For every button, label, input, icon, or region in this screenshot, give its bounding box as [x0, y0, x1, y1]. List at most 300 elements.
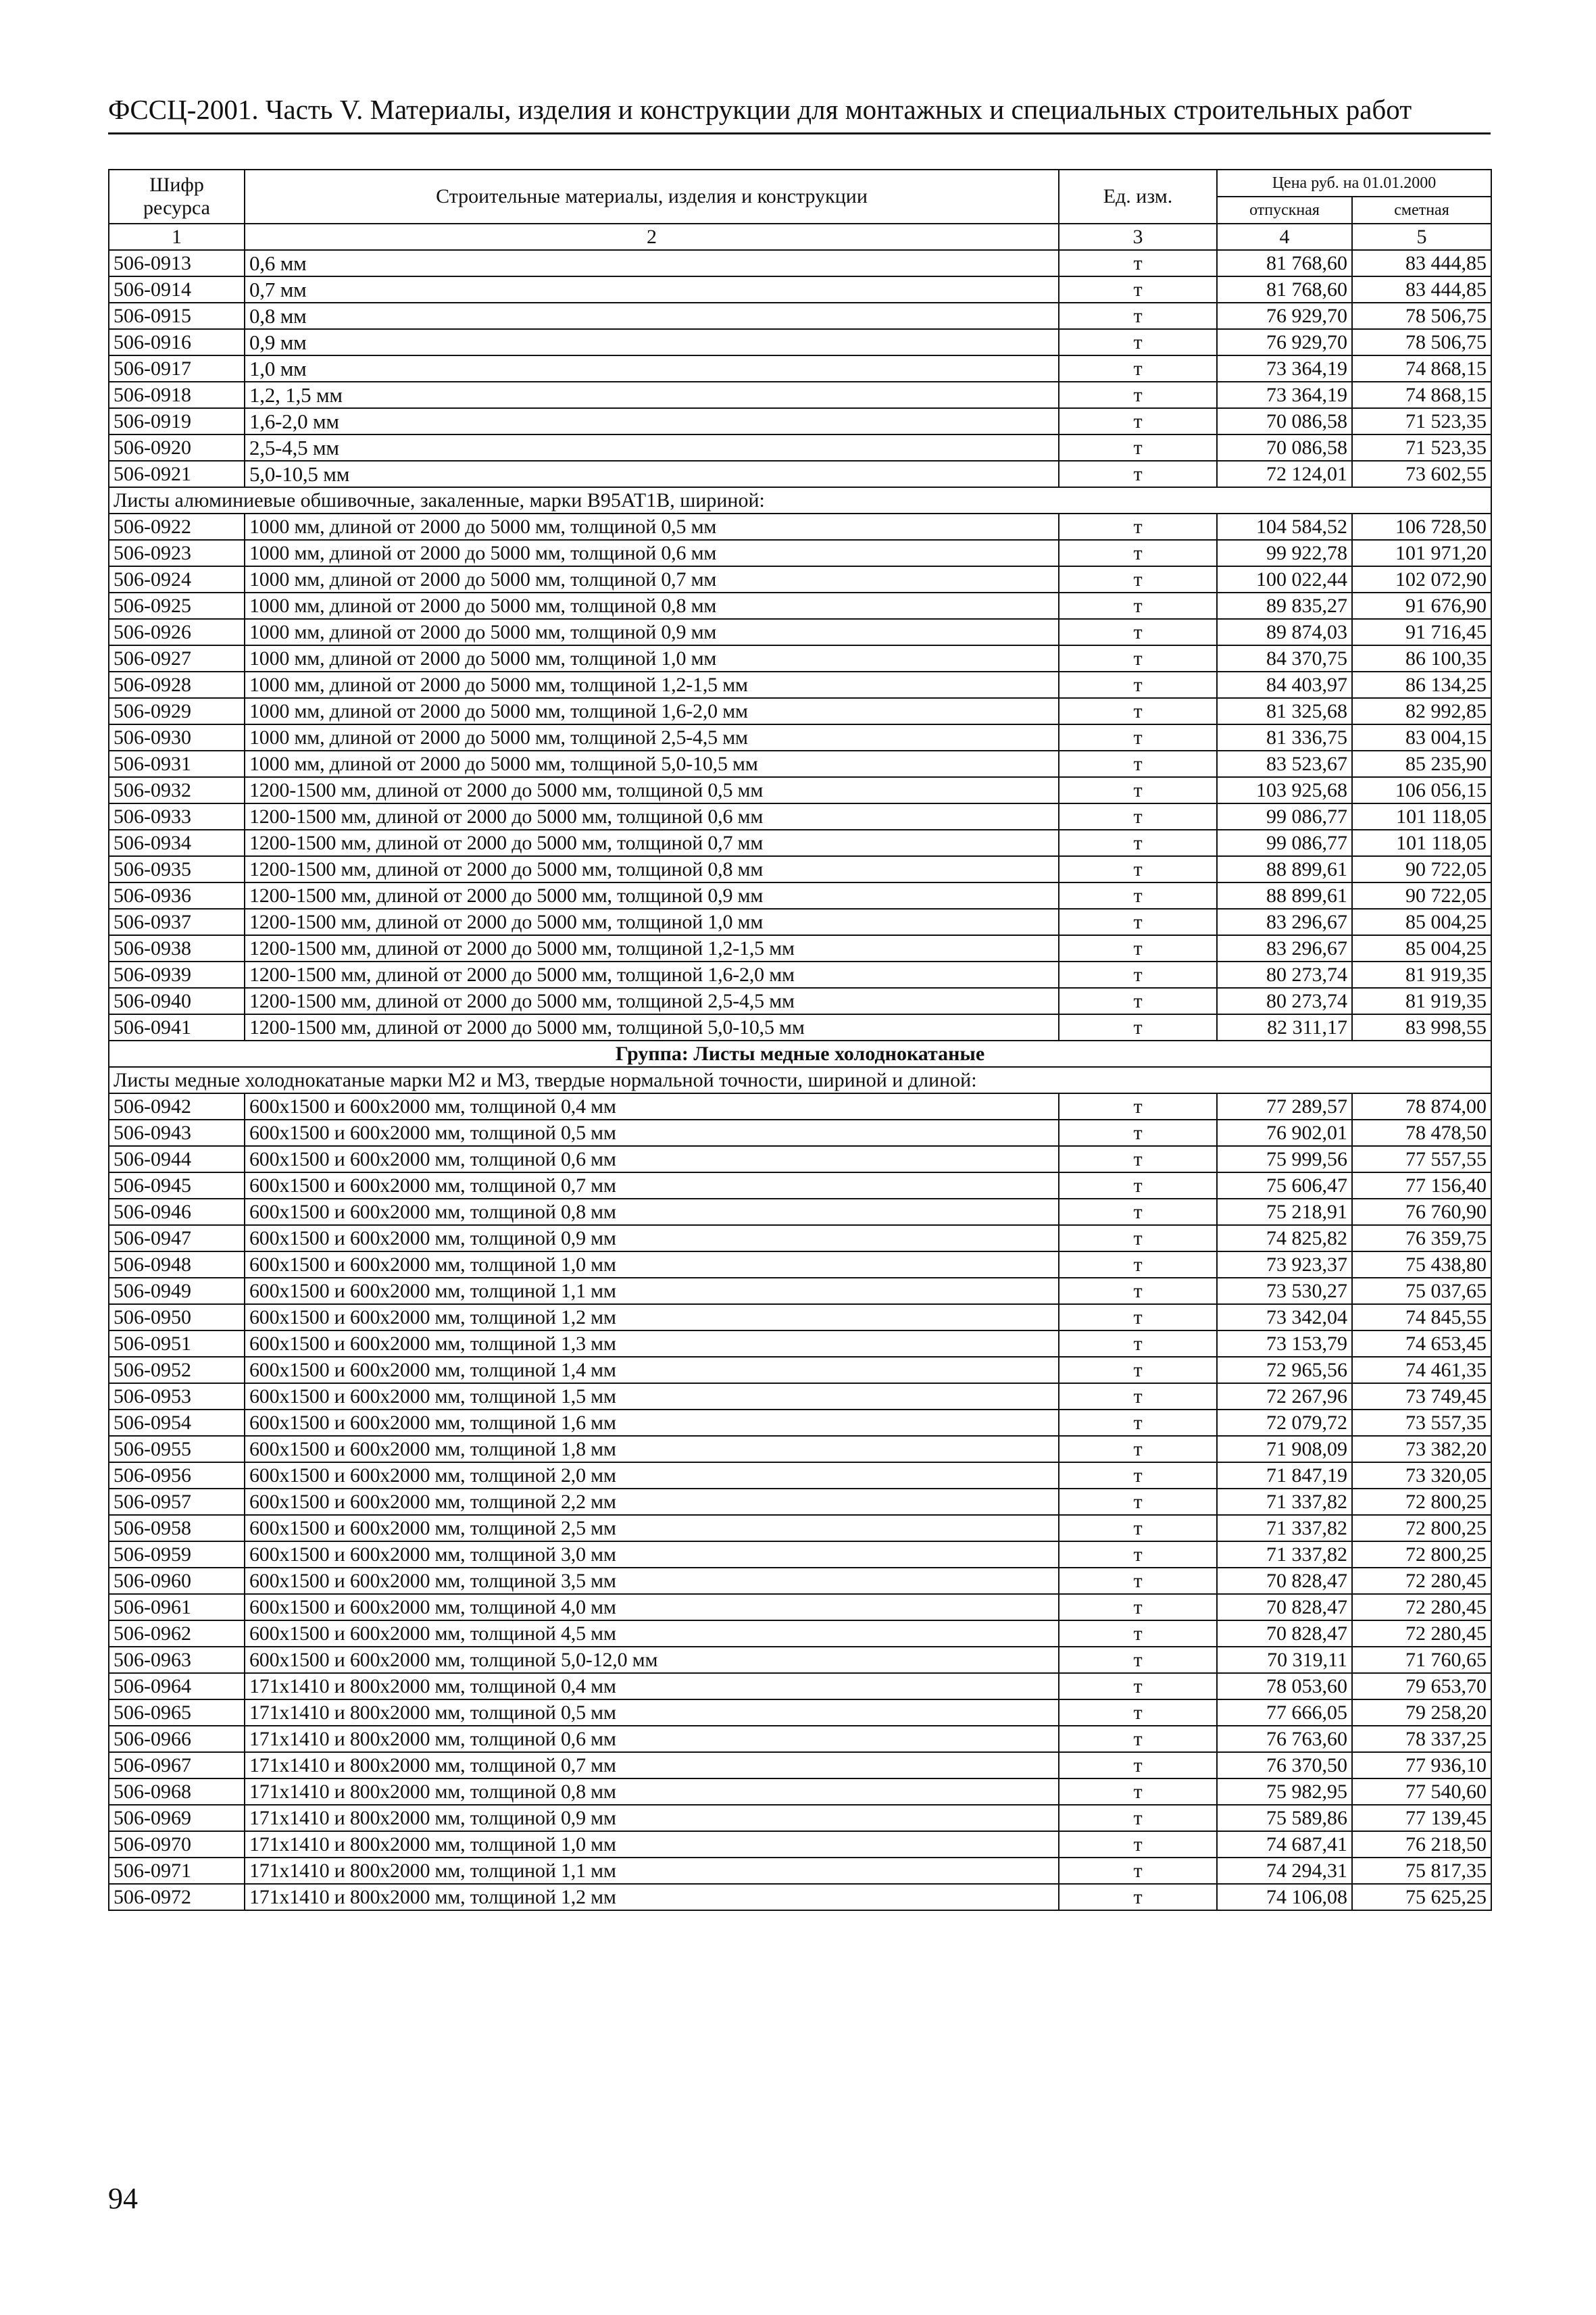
release-price-cell: 73 364,19: [1217, 382, 1352, 408]
resource-code-cell: 506-0944: [109, 1146, 245, 1172]
table-row: [109, 250, 1491, 276]
material-name-cell: 1200-1500 мм, длиной от 2000 до 5000 мм, толщиной 0,6 мм: [245, 803, 1059, 830]
material-name-cell: 600x1500 и 600x2000 мм, толщиной 0,4 мм: [245, 1093, 1059, 1120]
unit-cell: т: [1059, 1541, 1217, 1568]
release-price-cell: 71 337,82: [1217, 1515, 1352, 1541]
release-price-cell: 89 874,03: [1217, 619, 1352, 645]
release-price-cell: 71 847,19: [1217, 1462, 1352, 1489]
release-price-cell: 83 296,67: [1217, 909, 1352, 935]
estimate-price-cell: 79 258,20: [1352, 1699, 1491, 1726]
unit-cell: т: [1059, 1436, 1217, 1462]
material-name-cell: 600x1500 и 600x2000 мм, толщиной 1,2 мм: [245, 1304, 1059, 1330]
estimate-price-cell: 82 992,85: [1352, 698, 1491, 724]
material-name-cell: 600x1500 и 600x2000 мм, толщиной 1,6 мм: [245, 1410, 1059, 1436]
column-header-price: Цена руб. на 01.01.2000: [1217, 170, 1491, 197]
resource-code-cell: 506-0920: [109, 434, 245, 461]
release-price-cell: 75 218,91: [1217, 1199, 1352, 1225]
release-price-cell: 84 370,75: [1217, 645, 1352, 672]
table-row: [109, 698, 1491, 724]
material-name-cell: 1,0 мм: [245, 355, 1059, 382]
resource-code-cell: 506-0916: [109, 329, 245, 355]
table-row: [109, 1146, 1491, 1172]
unit-cell: т: [1059, 1251, 1217, 1278]
estimate-price-cell: 85 004,25: [1352, 935, 1491, 962]
estimate-price-cell: 78 506,75: [1352, 329, 1491, 355]
estimate-price-cell: 78 506,75: [1352, 303, 1491, 329]
resource-code-cell: 506-0962: [109, 1620, 245, 1647]
material-name-cell: 1200-1500 мм, длиной от 2000 до 5000 мм, толщиной 5,0-10,5 мм: [245, 1014, 1059, 1041]
section-heading: Листы алюминиевые обшивочные, закаленные, марки В95АТ1В, шириной:: [109, 487, 1491, 514]
material-name-cell: 171x1410 и 800x2000 мм, толщиной 0,6 мм: [245, 1726, 1059, 1752]
resource-code-cell: 506-0922: [109, 514, 245, 540]
release-price-cell: 74 825,82: [1217, 1225, 1352, 1251]
estimate-price-cell: 86 100,35: [1352, 645, 1491, 672]
release-price-cell: 76 370,50: [1217, 1752, 1352, 1778]
column-number: 5: [1352, 224, 1491, 250]
resource-code-cell: 506-0950: [109, 1304, 245, 1330]
unit-cell: т: [1059, 250, 1217, 276]
unit-cell: т: [1059, 514, 1217, 540]
estimate-price-cell: 90 722,05: [1352, 856, 1491, 882]
material-name-cell: 1000 мм, длиной от 2000 до 5000 мм, толщиной 0,8 мм: [245, 593, 1059, 619]
unit-cell: т: [1059, 1278, 1217, 1304]
release-price-cell: 80 273,74: [1217, 988, 1352, 1014]
release-price-cell: 73 923,37: [1217, 1251, 1352, 1278]
estimate-price-cell: 101 118,05: [1352, 803, 1491, 830]
unit-cell: т: [1059, 1594, 1217, 1620]
material-name-cell: 171x1410 и 800x2000 мм, толщиной 0,8 мм: [245, 1778, 1059, 1805]
estimate-price-cell: 76 218,50: [1352, 1831, 1491, 1858]
material-name-cell: 600x1500 и 600x2000 мм, толщиной 1,1 мм: [245, 1278, 1059, 1304]
resource-code-cell: 506-0953: [109, 1383, 245, 1410]
table-row: [109, 1858, 1491, 1884]
estimate-price-cell: 83 998,55: [1352, 1014, 1491, 1041]
release-price-cell: 73 153,79: [1217, 1330, 1352, 1357]
table-row: [109, 1805, 1491, 1831]
release-price-cell: 84 403,97: [1217, 672, 1352, 698]
table-row: [109, 1251, 1491, 1278]
table-row: [109, 329, 1491, 355]
table-row: [109, 1568, 1491, 1594]
resource-code-cell: 506-0930: [109, 724, 245, 751]
estimate-price-cell: 73 557,35: [1352, 1410, 1491, 1436]
table-row: [109, 1357, 1491, 1383]
resource-code-cell: 506-0954: [109, 1410, 245, 1436]
resource-code-cell: 506-0915: [109, 303, 245, 329]
estimate-price-cell: 75 438,80: [1352, 1251, 1491, 1278]
release-price-cell: 103 925,68: [1217, 777, 1352, 803]
resource-code-cell: 506-0927: [109, 645, 245, 672]
material-name-cell: 1200-1500 мм, длиной от 2000 до 5000 мм, толщиной 0,9 мм: [245, 882, 1059, 909]
resource-code-cell: 506-0941: [109, 1014, 245, 1041]
unit-cell: т: [1059, 382, 1217, 408]
column-header-unit: Ед. изм.: [1059, 170, 1217, 224]
table-row: [109, 830, 1491, 856]
resource-code-cell: 506-0972: [109, 1884, 245, 1910]
resource-code-cell: 506-0956: [109, 1462, 245, 1489]
estimate-price-cell: 78 874,00: [1352, 1093, 1491, 1120]
table-row: [109, 1541, 1491, 1568]
unit-cell: т: [1059, 619, 1217, 645]
release-price-cell: 73 364,19: [1217, 355, 1352, 382]
unit-cell: т: [1059, 1884, 1217, 1910]
release-price-cell: 74 106,08: [1217, 1884, 1352, 1910]
resource-code-cell: 506-0943: [109, 1120, 245, 1146]
table-row: [109, 1647, 1491, 1673]
release-price-cell: 81 325,68: [1217, 698, 1352, 724]
material-name-cell: 600x1500 и 600x2000 мм, толщиной 0,6 мм: [245, 1146, 1059, 1172]
material-name-cell: 1200-1500 мм, длиной от 2000 до 5000 мм, толщиной 0,7 мм: [245, 830, 1059, 856]
unit-cell: т: [1059, 1093, 1217, 1120]
resource-code-cell: 506-0928: [109, 672, 245, 698]
header-divider: [108, 132, 1491, 134]
material-name-cell: 1,6-2,0 мм: [245, 408, 1059, 434]
table-row: [109, 1462, 1491, 1489]
table-row: [109, 962, 1491, 988]
table-row: [109, 1278, 1491, 1304]
unit-cell: т: [1059, 1568, 1217, 1594]
unit-cell: т: [1059, 593, 1217, 619]
material-name-cell: 1200-1500 мм, длиной от 2000 до 5000 мм, толщиной 2,5-4,5 мм: [245, 988, 1059, 1014]
resource-code-cell: 506-0937: [109, 909, 245, 935]
unit-cell: т: [1059, 1726, 1217, 1752]
release-price-cell: 99 086,77: [1217, 803, 1352, 830]
table-row: [109, 276, 1491, 303]
material-name-cell: 600x1500 и 600x2000 мм, толщиной 0,5 мм: [245, 1120, 1059, 1146]
estimate-price-cell: 73 749,45: [1352, 1383, 1491, 1410]
estimate-price-cell: 75 037,65: [1352, 1278, 1491, 1304]
unit-cell: т: [1059, 856, 1217, 882]
estimate-price-cell: 77 936,10: [1352, 1752, 1491, 1778]
resource-code-cell: 506-0963: [109, 1647, 245, 1673]
material-name-cell: 600x1500 и 600x2000 мм, толщиной 4,0 мм: [245, 1594, 1059, 1620]
resource-code-cell: 506-0919: [109, 408, 245, 434]
column-number: 2: [245, 224, 1059, 250]
release-price-cell: 76 929,70: [1217, 329, 1352, 355]
estimate-price-cell: 91 716,45: [1352, 619, 1491, 645]
resource-code-cell: 506-0967: [109, 1752, 245, 1778]
table-row: [109, 1304, 1491, 1330]
section-heading-row: [109, 1067, 1491, 1093]
column-number: 1: [109, 224, 245, 250]
material-name-cell: 0,6 мм: [245, 250, 1059, 276]
estimate-price-cell: 74 461,35: [1352, 1357, 1491, 1383]
unit-cell: т: [1059, 1304, 1217, 1330]
unit-cell: т: [1059, 1778, 1217, 1805]
estimate-price-cell: 106 728,50: [1352, 514, 1491, 540]
material-name-cell: 1000 мм, длиной от 2000 до 5000 мм, толщиной 5,0-10,5 мм: [245, 751, 1059, 777]
resource-code-cell: 506-0942: [109, 1093, 245, 1120]
estimate-price-cell: 106 056,15: [1352, 777, 1491, 803]
group-heading: Группа: Листы медные холоднокатаные: [109, 1041, 1491, 1067]
page-number: 94: [108, 2182, 138, 2215]
estimate-price-cell: 91 676,90: [1352, 593, 1491, 619]
material-name-cell: 1000 мм, длиной от 2000 до 5000 мм, толщиной 0,9 мм: [245, 619, 1059, 645]
material-name-cell: 171x1410 и 800x2000 мм, толщиной 1,2 мм: [245, 1884, 1059, 1910]
table-row: [109, 1199, 1491, 1225]
table-row: [109, 856, 1491, 882]
release-price-cell: 73 342,04: [1217, 1304, 1352, 1330]
release-price-cell: 72 124,01: [1217, 461, 1352, 487]
resource-code-cell: 506-0926: [109, 619, 245, 645]
material-name-cell: 1000 мм, длиной от 2000 до 5000 мм, толщиной 2,5-4,5 мм: [245, 724, 1059, 751]
resource-code-cell: 506-0947: [109, 1225, 245, 1251]
resource-code-cell: 506-0932: [109, 777, 245, 803]
resource-code-cell: 506-0940: [109, 988, 245, 1014]
material-name-cell: 0,7 мм: [245, 276, 1059, 303]
release-price-cell: 89 835,27: [1217, 593, 1352, 619]
release-price-cell: 80 273,74: [1217, 962, 1352, 988]
material-name-cell: 1000 мм, длиной от 2000 до 5000 мм, толщиной 1,0 мм: [245, 645, 1059, 672]
group-heading-row: [109, 1041, 1491, 1067]
material-name-cell: 2,5-4,5 мм: [245, 434, 1059, 461]
release-price-cell: 71 337,82: [1217, 1489, 1352, 1515]
material-name-cell: 171x1410 и 800x2000 мм, толщиной 1,0 мм: [245, 1831, 1059, 1858]
release-price-cell: 88 899,61: [1217, 856, 1352, 882]
table-row: [109, 1699, 1491, 1726]
table-row: [109, 1673, 1491, 1699]
material-name-cell: 1,2, 1,5 мм: [245, 382, 1059, 408]
unit-cell: т: [1059, 909, 1217, 935]
estimate-price-cell: 85 004,25: [1352, 909, 1491, 935]
table-row: [109, 303, 1491, 329]
estimate-price-cell: 75 817,35: [1352, 1858, 1491, 1884]
estimate-price-cell: 74 845,55: [1352, 1304, 1491, 1330]
estimate-price-cell: 72 280,45: [1352, 1568, 1491, 1594]
column-header-name: Строительные материалы, изделия и конструкции: [245, 170, 1059, 224]
estimate-price-cell: 85 235,90: [1352, 751, 1491, 777]
unit-cell: т: [1059, 461, 1217, 487]
release-price-cell: 99 086,77: [1217, 830, 1352, 856]
resource-code-cell: 506-0934: [109, 830, 245, 856]
material-name-cell: 0,9 мм: [245, 329, 1059, 355]
material-name-cell: 600x1500 и 600x2000 мм, толщиной 2,2 мм: [245, 1489, 1059, 1515]
estimate-price-cell: 71 523,35: [1352, 434, 1491, 461]
resource-code-cell: 506-0949: [109, 1278, 245, 1304]
table-row: [109, 1093, 1491, 1120]
resource-code-cell: 506-0964: [109, 1673, 245, 1699]
release-price-cell: 75 999,56: [1217, 1146, 1352, 1172]
resource-code-cell: 506-0933: [109, 803, 245, 830]
unit-cell: т: [1059, 935, 1217, 962]
estimate-price-cell: 78 478,50: [1352, 1120, 1491, 1146]
column-number-row: [109, 224, 1491, 250]
material-name-cell: 600x1500 и 600x2000 мм, толщиной 0,9 мм: [245, 1225, 1059, 1251]
price-table-body: [109, 170, 1491, 1910]
unit-cell: т: [1059, 1462, 1217, 1489]
table-row: [109, 672, 1491, 698]
estimate-price-cell: 72 280,45: [1352, 1620, 1491, 1647]
release-price-cell: 77 666,05: [1217, 1699, 1352, 1726]
release-price-cell: 81 768,60: [1217, 276, 1352, 303]
release-price-cell: 88 899,61: [1217, 882, 1352, 909]
column-number: 4: [1217, 224, 1352, 250]
table-row: [109, 1410, 1491, 1436]
unit-cell: т: [1059, 1146, 1217, 1172]
estimate-price-cell: 83 444,85: [1352, 250, 1491, 276]
table-row: [109, 1383, 1491, 1410]
release-price-cell: 99 922,78: [1217, 540, 1352, 566]
section-heading: Листы медные холоднокатаные марки М2 и М3, твердые нормальной точности, шириной и длиной:: [109, 1067, 1491, 1093]
unit-cell: т: [1059, 1515, 1217, 1541]
release-price-cell: 77 289,57: [1217, 1093, 1352, 1120]
unit-cell: т: [1059, 1620, 1217, 1647]
material-name-cell: 600x1500 и 600x2000 мм, толщиной 1,8 мм: [245, 1436, 1059, 1462]
estimate-price-cell: 81 919,35: [1352, 988, 1491, 1014]
unit-cell: т: [1059, 1410, 1217, 1436]
table-row: [109, 619, 1491, 645]
release-price-cell: 70 828,47: [1217, 1568, 1352, 1594]
material-name-cell: 1200-1500 мм, длиной от 2000 до 5000 мм, толщиной 1,6-2,0 мм: [245, 962, 1059, 988]
release-price-cell: 70 086,58: [1217, 434, 1352, 461]
price-table: [108, 169, 1492, 1911]
resource-code-cell: 506-0945: [109, 1172, 245, 1199]
estimate-price-cell: 81 919,35: [1352, 962, 1491, 988]
material-name-cell: 1000 мм, длиной от 2000 до 5000 мм, толщиной 1,6-2,0 мм: [245, 698, 1059, 724]
material-name-cell: 0,8 мм: [245, 303, 1059, 329]
release-price-cell: 70 828,47: [1217, 1620, 1352, 1647]
material-name-cell: 1000 мм, длиной от 2000 до 5000 мм, толщиной 1,2-1,5 мм: [245, 672, 1059, 698]
release-price-cell: 83 296,67: [1217, 935, 1352, 962]
resource-code-cell: 506-0939: [109, 962, 245, 988]
material-name-cell: 1000 мм, длиной от 2000 до 5000 мм, толщиной 0,5 мм: [245, 514, 1059, 540]
resource-code-cell: 506-0951: [109, 1330, 245, 1357]
column-number: 3: [1059, 224, 1217, 250]
release-price-cell: 70 086,58: [1217, 408, 1352, 434]
material-name-cell: 1000 мм, длиной от 2000 до 5000 мм, толщиной 0,7 мм: [245, 566, 1059, 593]
release-price-cell: 76 929,70: [1217, 303, 1352, 329]
release-price-cell: 72 079,72: [1217, 1410, 1352, 1436]
table-row: [109, 882, 1491, 909]
resource-code-cell: 506-0959: [109, 1541, 245, 1568]
estimate-price-cell: 101 971,20: [1352, 540, 1491, 566]
release-price-cell: 100 022,44: [1217, 566, 1352, 593]
estimate-price-cell: 78 337,25: [1352, 1726, 1491, 1752]
table-row: [109, 988, 1491, 1014]
release-price-cell: 82 311,17: [1217, 1014, 1352, 1041]
estimate-price-cell: 90 722,05: [1352, 882, 1491, 909]
release-price-cell: 70 319,11: [1217, 1647, 1352, 1673]
material-name-cell: 600x1500 и 600x2000 мм, толщиной 2,5 мм: [245, 1515, 1059, 1541]
resource-code-cell: 506-0929: [109, 698, 245, 724]
resource-code-cell: 506-0969: [109, 1805, 245, 1831]
unit-cell: т: [1059, 355, 1217, 382]
resource-code-cell: 506-0924: [109, 566, 245, 593]
release-price-cell: 74 687,41: [1217, 1831, 1352, 1858]
column-header-code: Шифр ресурса: [109, 170, 245, 224]
material-name-cell: 171x1410 и 800x2000 мм, толщиной 0,9 мм: [245, 1805, 1059, 1831]
material-name-cell: 600x1500 и 600x2000 мм, толщиной 4,5 мм: [245, 1620, 1059, 1647]
table-row: [109, 355, 1491, 382]
unit-cell: т: [1059, 303, 1217, 329]
unit-cell: т: [1059, 1752, 1217, 1778]
material-name-cell: 600x1500 и 600x2000 мм, толщиной 1,5 мм: [245, 1383, 1059, 1410]
table-row: [109, 1831, 1491, 1858]
resource-code-cell: 506-0948: [109, 1251, 245, 1278]
estimate-price-cell: 73 320,05: [1352, 1462, 1491, 1489]
material-name-cell: 600x1500 и 600x2000 мм, толщиной 1,3 мм: [245, 1330, 1059, 1357]
table-row: [109, 1620, 1491, 1647]
release-price-cell: 71 337,82: [1217, 1541, 1352, 1568]
table-row: [109, 1778, 1491, 1805]
table-row: [109, 1225, 1491, 1251]
material-name-cell: 600x1500 и 600x2000 мм, толщиной 3,5 мм: [245, 1568, 1059, 1594]
resource-code-cell: 506-0971: [109, 1858, 245, 1884]
table-row: [109, 935, 1491, 962]
release-price-cell: 81 768,60: [1217, 250, 1352, 276]
table-row: [109, 1120, 1491, 1146]
unit-cell: т: [1059, 962, 1217, 988]
material-name-cell: 600x1500 и 600x2000 мм, толщиной 3,0 мм: [245, 1541, 1059, 1568]
resource-code-cell: 506-0960: [109, 1568, 245, 1594]
table-row: [109, 1330, 1491, 1357]
unit-cell: т: [1059, 777, 1217, 803]
material-name-cell: 600x1500 и 600x2000 мм, толщиной 1,0 мм: [245, 1251, 1059, 1278]
material-name-cell: 1200-1500 мм, длиной от 2000 до 5000 мм, толщиной 1,2-1,5 мм: [245, 935, 1059, 962]
unit-cell: т: [1059, 698, 1217, 724]
resource-code-cell: 506-0935: [109, 856, 245, 882]
table-row: [109, 566, 1491, 593]
resource-code-cell: 506-0931: [109, 751, 245, 777]
estimate-price-cell: 79 653,70: [1352, 1673, 1491, 1699]
unit-cell: т: [1059, 751, 1217, 777]
table-row: [109, 382, 1491, 408]
estimate-price-cell: 71 523,35: [1352, 408, 1491, 434]
material-name-cell: 1000 мм, длиной от 2000 до 5000 мм, толщиной 0,6 мм: [245, 540, 1059, 566]
release-price-cell: 70 828,47: [1217, 1594, 1352, 1620]
resource-code-cell: 506-0961: [109, 1594, 245, 1620]
unit-cell: т: [1059, 566, 1217, 593]
unit-cell: т: [1059, 830, 1217, 856]
release-price-cell: 72 965,56: [1217, 1357, 1352, 1383]
material-name-cell: 600x1500 и 600x2000 мм, толщиной 0,7 мм: [245, 1172, 1059, 1199]
unit-cell: т: [1059, 1330, 1217, 1357]
material-name-cell: 171x1410 и 800x2000 мм, толщиной 1,1 мм: [245, 1858, 1059, 1884]
unit-cell: т: [1059, 1199, 1217, 1225]
table-row: [109, 1489, 1491, 1515]
material-name-cell: 600x1500 и 600x2000 мм, толщиной 1,4 мм: [245, 1357, 1059, 1383]
resource-code-cell: 506-0918: [109, 382, 245, 408]
material-name-cell: 171x1410 и 800x2000 мм, толщиной 0,4 мм: [245, 1673, 1059, 1699]
resource-code-cell: 506-0914: [109, 276, 245, 303]
estimate-price-cell: 83 004,15: [1352, 724, 1491, 751]
release-price-cell: 71 908,09: [1217, 1436, 1352, 1462]
column-header-release: отпускная: [1217, 197, 1352, 224]
resource-code-cell: 506-0917: [109, 355, 245, 382]
estimate-price-cell: 77 156,40: [1352, 1172, 1491, 1199]
table-row: [109, 724, 1491, 751]
estimate-price-cell: 76 359,75: [1352, 1225, 1491, 1251]
estimate-price-cell: 72 800,25: [1352, 1489, 1491, 1515]
resource-code-cell: 506-0946: [109, 1199, 245, 1225]
estimate-price-cell: 76 760,90: [1352, 1199, 1491, 1225]
estimate-price-cell: 75 625,25: [1352, 1884, 1491, 1910]
resource-code-cell: 506-0968: [109, 1778, 245, 1805]
resource-code-cell: 506-0958: [109, 1515, 245, 1541]
resource-code-cell: 506-0913: [109, 250, 245, 276]
table-row: [109, 751, 1491, 777]
release-price-cell: 73 530,27: [1217, 1278, 1352, 1304]
unit-cell: т: [1059, 1120, 1217, 1146]
release-price-cell: 76 763,60: [1217, 1726, 1352, 1752]
estimate-price-cell: 86 134,25: [1352, 672, 1491, 698]
table-row: [109, 461, 1491, 487]
material-name-cell: 600x1500 и 600x2000 мм, толщиной 5,0-12,0 мм: [245, 1647, 1059, 1673]
resource-code-cell: 506-0952: [109, 1357, 245, 1383]
resource-code-cell: 506-0955: [109, 1436, 245, 1462]
estimate-price-cell: 74 868,15: [1352, 382, 1491, 408]
unit-cell: т: [1059, 645, 1217, 672]
